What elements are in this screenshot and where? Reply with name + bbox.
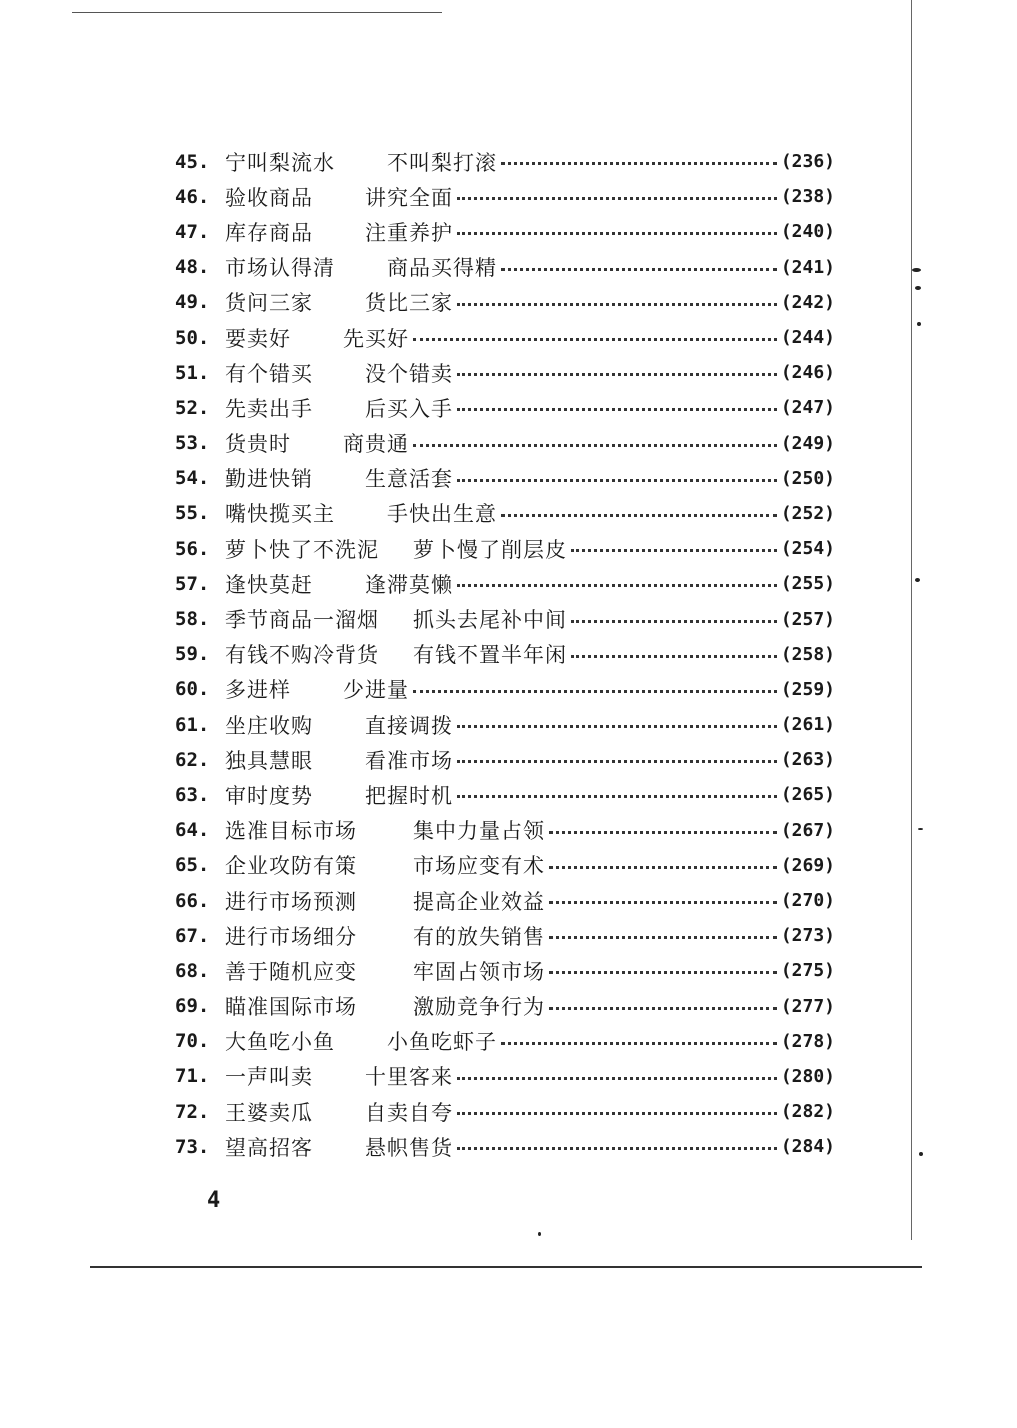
entry-page-number: (255) xyxy=(780,573,835,595)
dot-leader xyxy=(413,690,777,693)
entry-first-phrase: 进行市场细分 xyxy=(225,924,357,949)
entry-page-number: (244) xyxy=(780,327,835,349)
entry-first-phrase: 宁叫梨流水 xyxy=(225,150,335,175)
toc-entry xyxy=(175,426,835,461)
entry-second-phrase: 抓头去尾补中间 xyxy=(413,608,567,633)
entry-second-phrase: 生意活套 xyxy=(365,467,453,492)
entry-page-number: (254) xyxy=(780,538,835,560)
entry-second-phrase: 后买入手 xyxy=(365,396,453,421)
table-of-contents xyxy=(175,144,835,1164)
entry-first-phrase: 审时度势 xyxy=(225,783,313,808)
entry-second-phrase: 逢滞莫懒 xyxy=(365,572,453,597)
dot-leader xyxy=(457,795,777,798)
entry-first-phrase: 进行市场预测 xyxy=(225,889,357,914)
entry-page-number: (246) xyxy=(780,362,835,384)
entry-second-phrase: 市场应变有术 xyxy=(413,854,545,879)
entry-second-phrase: 直接调拨 xyxy=(365,713,453,738)
entry-second-phrase: 自卖自夸 xyxy=(365,1100,453,1125)
dot-leader xyxy=(549,831,777,834)
dot-leader xyxy=(413,444,777,447)
entry-page-number: (265) xyxy=(780,784,835,806)
entry-number: 60. xyxy=(175,678,210,701)
toc-entry xyxy=(175,566,835,601)
entry-number: 46. xyxy=(175,185,210,208)
dot-leader xyxy=(457,1112,777,1115)
dot-leader xyxy=(549,971,777,974)
entry-page-number: (259) xyxy=(780,678,835,700)
entry-number: 59. xyxy=(175,643,210,666)
toc-entry xyxy=(175,637,835,672)
entry-number: 72. xyxy=(175,1100,210,1123)
entry-page-number: (250) xyxy=(780,467,835,489)
entry-second-phrase: 不叫梨打滚 xyxy=(387,150,497,175)
entry-number: 64. xyxy=(175,819,210,842)
entry-first-phrase: 货贵时 xyxy=(225,432,291,457)
toc-entry xyxy=(175,390,835,425)
entry-number: 51. xyxy=(175,361,210,384)
entry-page-number: (242) xyxy=(780,291,835,313)
toc-entry xyxy=(175,461,835,496)
entry-first-phrase: 勤进快销 xyxy=(225,467,313,492)
entry-number: 57. xyxy=(175,572,210,595)
entry-first-phrase: 有钱不购冷背货 xyxy=(225,643,379,668)
entry-page-number: (284) xyxy=(780,1136,835,1158)
toc-entry xyxy=(175,707,835,742)
entry-first-phrase: 市场认得清 xyxy=(225,256,335,281)
entry-second-phrase: 货比三家 xyxy=(365,291,453,316)
toc-entry xyxy=(175,601,835,636)
entry-first-phrase: 季节商品一溜烟 xyxy=(225,608,379,633)
entry-page-number: (273) xyxy=(780,925,835,947)
toc-entry xyxy=(175,1059,835,1094)
dot-leader xyxy=(501,162,777,165)
entry-page-number: (282) xyxy=(780,1101,835,1123)
dot-leader xyxy=(457,1147,777,1150)
dot-leader xyxy=(457,479,777,482)
entry-first-phrase: 望高招客 xyxy=(225,1135,313,1160)
entry-number: 65. xyxy=(175,854,210,877)
entry-second-phrase: 商贵通 xyxy=(343,432,409,457)
entry-page-number: (261) xyxy=(780,714,835,736)
toc-entry xyxy=(175,496,835,531)
entry-second-phrase: 没个错卖 xyxy=(365,361,453,386)
entry-number: 52. xyxy=(175,396,210,419)
entry-first-phrase: 善于随机应变 xyxy=(225,959,357,984)
toc-entry xyxy=(175,320,835,355)
dot-leader xyxy=(549,936,777,939)
entry-page-number: (267) xyxy=(780,819,835,841)
entry-page-number: (269) xyxy=(780,854,835,876)
entry-second-phrase: 萝卜慢了削层皮 xyxy=(413,537,567,562)
entry-page-number: (263) xyxy=(780,749,835,771)
entry-page-number: (247) xyxy=(780,397,835,419)
toc-entry xyxy=(175,883,835,918)
toc-entry xyxy=(175,179,835,214)
entry-page-number: (270) xyxy=(780,890,835,912)
toc-entry xyxy=(175,989,835,1024)
toc-entry xyxy=(175,848,835,883)
entry-first-phrase: 先卖出手 xyxy=(225,396,313,421)
entry-second-phrase: 商品买得精 xyxy=(387,256,497,281)
entry-first-phrase: 瞄准国际市场 xyxy=(225,995,357,1020)
entry-second-phrase: 牢固占领市场 xyxy=(413,959,545,984)
dot-leader xyxy=(413,338,777,341)
entry-number: 56. xyxy=(175,537,210,560)
dot-leader xyxy=(549,1007,777,1010)
right-edge-rule xyxy=(911,0,912,1240)
entry-second-phrase: 先买好 xyxy=(343,326,409,351)
entry-number: 71. xyxy=(175,1065,210,1088)
entry-page-number: (240) xyxy=(780,221,835,243)
entry-page-number: (258) xyxy=(780,643,835,665)
entry-page-number: (280) xyxy=(780,1065,835,1087)
dot-leader xyxy=(549,901,777,904)
dot-leader xyxy=(501,514,777,517)
entry-first-phrase: 货问三家 xyxy=(225,291,313,316)
entry-page-number: (277) xyxy=(780,995,835,1017)
dot-leader xyxy=(501,1042,777,1045)
entry-number: 66. xyxy=(175,889,210,912)
entry-number: 50. xyxy=(175,326,210,349)
entry-number: 61. xyxy=(175,713,210,736)
toc-entry xyxy=(175,1094,835,1129)
entry-page-number: (278) xyxy=(780,1030,835,1052)
entry-second-phrase: 手快出生意 xyxy=(387,502,497,527)
entry-page-number: (275) xyxy=(780,960,835,982)
entry-second-phrase: 十里客来 xyxy=(365,1065,453,1090)
toc-entry xyxy=(175,1024,835,1059)
toc-entry xyxy=(175,250,835,285)
entry-first-phrase: 萝卜快了不洗泥 xyxy=(225,537,379,562)
entry-second-phrase: 讲究全面 xyxy=(365,185,453,210)
entry-number: 49. xyxy=(175,291,210,314)
dot-leader xyxy=(501,268,777,271)
entry-first-phrase: 库存商品 xyxy=(225,220,313,245)
entry-number: 48. xyxy=(175,256,210,279)
toc-entry xyxy=(175,1129,835,1164)
entry-number: 53. xyxy=(175,432,210,455)
toc-entry xyxy=(175,742,835,777)
dot-leader xyxy=(457,725,777,728)
entry-second-phrase: 小鱼吃虾子 xyxy=(387,1030,497,1055)
dot-leader xyxy=(571,549,777,552)
entry-first-phrase: 独具慧眼 xyxy=(225,748,313,773)
entry-second-phrase: 看准市场 xyxy=(365,748,453,773)
entry-page-number: (241) xyxy=(780,256,835,278)
dot-leader xyxy=(549,866,777,869)
entry-page-number: (249) xyxy=(780,432,835,454)
entry-number: 58. xyxy=(175,608,210,631)
entry-second-phrase: 注重养护 xyxy=(365,220,453,245)
toc-entry xyxy=(175,214,835,249)
dot-leader xyxy=(457,760,777,763)
entry-number: 54. xyxy=(175,467,210,490)
entry-number: 68. xyxy=(175,959,210,982)
entry-number: 55. xyxy=(175,502,210,525)
entry-page-number: (236) xyxy=(780,151,835,173)
entry-first-phrase: 逢快莫赶 xyxy=(225,572,313,597)
entry-number: 69. xyxy=(175,995,210,1018)
entry-number: 47. xyxy=(175,220,210,243)
toc-entry xyxy=(175,531,835,566)
entry-second-phrase: 把握时机 xyxy=(365,783,453,808)
entry-first-phrase: 坐庄收购 xyxy=(225,713,313,738)
entry-second-phrase: 集中力量占领 xyxy=(413,819,545,844)
entry-first-phrase: 企业攻防有策 xyxy=(225,854,357,879)
dot-leader xyxy=(457,584,777,587)
entry-number: 73. xyxy=(175,1135,210,1158)
dot-leader xyxy=(457,373,777,376)
entry-number: 63. xyxy=(175,783,210,806)
toc-entry xyxy=(175,777,835,812)
entry-first-phrase: 验收商品 xyxy=(225,185,313,210)
entry-first-phrase: 要卖好 xyxy=(225,326,291,351)
entry-first-phrase: 选准目标市场 xyxy=(225,819,357,844)
dot-leader xyxy=(457,232,777,235)
entry-number: 45. xyxy=(175,150,210,173)
entry-first-phrase: 一声叫卖 xyxy=(225,1065,313,1090)
entry-first-phrase: 大鱼吃小鱼 xyxy=(225,1030,335,1055)
entry-second-phrase: 激励竞争行为 xyxy=(413,995,545,1020)
toc-entry xyxy=(175,918,835,953)
entry-first-phrase: 多进样 xyxy=(225,678,291,703)
entry-number: 62. xyxy=(175,748,210,771)
entry-second-phrase: 悬帜售货 xyxy=(365,1135,453,1160)
dot-leader xyxy=(457,1077,777,1080)
page-number: 4 xyxy=(207,1188,221,1213)
toc-entry xyxy=(175,672,835,707)
toc-entry xyxy=(175,144,835,179)
entry-first-phrase: 嘴快揽买主 xyxy=(225,502,335,527)
entry-number: 70. xyxy=(175,1030,210,1053)
entry-page-number: (257) xyxy=(780,608,835,630)
top-edge-rule xyxy=(72,12,442,13)
entry-first-phrase: 有个错买 xyxy=(225,361,313,386)
entry-second-phrase: 有钱不置半年闲 xyxy=(413,643,567,668)
entry-page-number: (252) xyxy=(780,502,835,524)
entry-second-phrase: 提高企业效益 xyxy=(413,889,545,914)
dot-leader xyxy=(457,303,777,306)
entry-second-phrase: 少进量 xyxy=(343,678,409,703)
toc-entry xyxy=(175,355,835,390)
dot-leader xyxy=(457,408,777,411)
toc-entry xyxy=(175,813,835,848)
toc-entry xyxy=(175,285,835,320)
entry-first-phrase: 王婆卖瓜 xyxy=(225,1100,313,1125)
entry-number: 67. xyxy=(175,924,210,947)
bottom-edge-rule xyxy=(90,1266,922,1268)
dot-leader xyxy=(571,655,777,658)
entry-second-phrase: 有的放失销售 xyxy=(413,924,545,949)
entry-page-number: (238) xyxy=(780,186,835,208)
dot-leader xyxy=(457,197,777,200)
dot-leader xyxy=(571,620,777,623)
toc-entry xyxy=(175,953,835,988)
